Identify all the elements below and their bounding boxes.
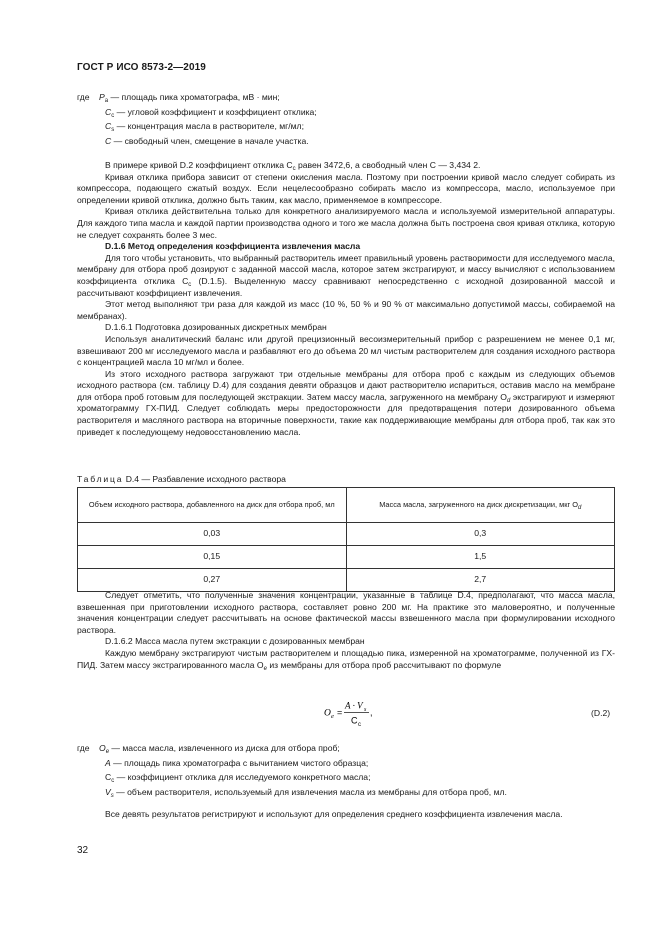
legend-item (77, 758, 615, 773)
text-block-3 (77, 809, 615, 821)
legend-where: где (77, 743, 90, 753)
formula-graphic (0, 698, 661, 732)
legend-definition: — угловой коэффициент и коэффициент отклика; (116, 106, 317, 117)
text-block-2 (77, 590, 615, 671)
legend-item (77, 107, 615, 122)
formula-lhs-sub: e (331, 713, 334, 720)
formula-numerator-sub: s (364, 707, 367, 713)
paragraph: Следует отметить, что полученные значения концентрации, указанные в таблице D.4, предполагают, что масса масла, взвешенная при приготовлении исходного раствора, составляет ровно 200 мг. На практике это маловероятно, и полученные значения концентрации следует рассчитывать на основе фактической массы взвешенного масла при формулировании исходного раствора. (77, 590, 615, 635)
legend-definition: — коэффициент отклика для исследуемого конкретного масла; (116, 772, 371, 782)
legend-symbol-sub: s (111, 127, 115, 133)
table-row (78, 523, 615, 546)
legend-symbol: C (105, 121, 112, 131)
table-cell-mass: 1,5 (346, 546, 615, 569)
legend-symbol: C (105, 772, 112, 782)
legend-symbol-sub: c (111, 778, 115, 784)
formula-denominator: C (351, 715, 358, 726)
running-header: ГОСТ Р ИСО 8573-2—2019 (77, 62, 206, 73)
legend-definition: — свободный член, смещение в начале участка. (113, 135, 309, 146)
table-row (78, 546, 615, 569)
table-cell-mass: 2,7 (346, 569, 615, 592)
paragraph: Используя аналитический баланс или другой прецизионный весоизмерительный прибор с разрешением не менее 0,1 мг, взвешивают 200 мг исследуемого масла и разбавляют его до объема 20 мл чистым растворителем для создания исходного раствора с концентрацией масла 10 мг/мл и более. (77, 333, 615, 368)
table-header-volume: Объем исходного раствора, добавленного на диск для отбора проб, мл (78, 488, 347, 523)
legend-symbol-sub: c (111, 112, 115, 119)
legend-symbol-sub: e (105, 749, 110, 755)
legend-definition: — объем растворителя, используемый для извлечения масла из мембраны для отбора проб, мл. (116, 786, 507, 797)
table-caption (77, 474, 286, 486)
formula-equals: = (337, 707, 343, 718)
subsection-heading: D.1.6.1 Подготовка дозированных дискретных мембран (105, 322, 327, 333)
subsection-heading: D.1.6.2 Масса масла путем экстракции с дозированных мембран (105, 636, 365, 647)
paragraph: Этот метод выполняют три раза для каждой из масс (10 %, 50 % и 90 % от максимально допустимой массы, собираемой на мембранах). (77, 299, 615, 321)
legend-where: где (77, 92, 90, 102)
legend-block-2 (77, 743, 615, 801)
legend-item (77, 92, 615, 107)
table-row (78, 569, 615, 592)
legend-item (77, 121, 615, 136)
paragraph: Все девять результатов регистрируют и используют для определения среднего коэффициента извлечения масла. (105, 809, 563, 819)
table-cell-volume: 0,03 (78, 523, 347, 546)
paragraph: В примере кривой D.2 коэффициент отклика $C_c$ равен 3472,6, а свободный член C — 3,434 2. (105, 160, 481, 172)
legend-item (77, 772, 615, 787)
legend-block-1 (77, 92, 615, 150)
table-header-row (78, 488, 615, 523)
legend-symbol: C (105, 106, 112, 117)
page-number: 32 (77, 845, 89, 856)
table-header-mass: Масса масла, загруженного на диск дискретизации, мкг $O_d$ (346, 488, 615, 523)
paragraph: Кривая отклика действительна только для конкретного анализируемого масла и используемой измерительной аппаратуры. Для каждого типа масла и каждой партии производства одного и того же масла должна быть построена своя кривая отклика, которую не следует сохранять более 3 мес. (77, 206, 615, 240)
legend-item (77, 743, 615, 758)
formula-end-comma: , (370, 707, 373, 718)
paragraph: Каждую мембрану экстрагируют чистым растворителем и площадью пика, измеренной на хроматограмме, полученной из ГХ-ПИД. Затем массу экстрагированного масла $O_e$ из мембраны для отбора проб рассчитывают по формуле (77, 647, 615, 672)
section-heading: D.1.6 Метод определения коэффициента извлечения масла (105, 241, 361, 252)
legend-definition: — концентрация масла в растворителе, мг/мл; (116, 121, 304, 131)
formula-lhs: O (324, 708, 331, 719)
legend-definition: — площадь пика хроматографа с вычитанием чистого образца; (113, 757, 369, 768)
legend-symbol: C (105, 135, 112, 146)
paragraph: Кривая отклика прибора зависит от степени окисления масла. Поэтому при построении кривой масло следует собирать из компрессора, подающего сжатый воздух. Если нецелесообразно собирать масло из компрессора, масло, используемое при определении кривой отклика, должно быть таким, как масло, применяемое в компрессоре. (77, 171, 615, 205)
table-caption-label: Таблица (77, 474, 124, 484)
table-caption-title: D.4 — Разбавление исходного раствора (125, 474, 286, 484)
legend-symbol-sub: a (104, 98, 109, 104)
formula-d2 (0, 698, 661, 732)
legend-symbol: V (105, 786, 111, 797)
legend-definition: — масса масла, извлеченного из диска для отбора проб; (111, 743, 340, 753)
text-block-1 (77, 160, 615, 438)
legend-item (77, 787, 615, 802)
formula-denominator-sub: c (358, 722, 361, 728)
paragraph: Из этого исходного раствора загружают три отдельные мембраны для отбора проб с каждым из следующих объемов исходного раствора (см. таблицу D.4) для создания девяти образцов и дают растворителю испариться, оставив масло на мембране для отбора проб готовым для последующей экстракции. Затем массу масла, загруженного на мембрану $O_d$ экстрагируют и измеряют хроматограмму ГХ-ПИД. Следует соблюдать меры предосторожности для предотвращения потери дозированного объема растворителя и масляного раствора на вторичные поверхности, такие как поддерживающие мембраны для отбора проб, так как это приведет к последующему недовосстановлению масла. (77, 368, 615, 437)
legend-symbol-sub: s (110, 792, 114, 799)
formula-number: (D.2) (591, 708, 611, 718)
formula-numerator: A · V (345, 700, 363, 711)
legend-symbol: P (99, 92, 105, 102)
table-cell-mass: 0,3 (346, 523, 615, 546)
dilution-table (77, 487, 615, 592)
table-cell-volume: 0,27 (78, 569, 347, 592)
legend-item (77, 136, 615, 151)
paragraph: Для того чтобы установить, что выбранный растворитель имеет правильный уровень растворимости для исследуемого масла, мембрану для отбора проб дозируют с заданной массой масла, которое затем экстрагируют, и массу вычисляют с использованием коэффициента отклика $C_c$ (D.1.5). Выделенную массу сравнивают непосредственно с исходной дозированной массой и рассчитывают коэффициент извлечения. (77, 252, 615, 298)
legend-symbol: A (105, 757, 111, 768)
legend-symbol: O (99, 743, 106, 753)
table-cell-volume: 0,15 (78, 546, 347, 569)
legend-definition: — площадь пика хроматографа, мВ · мин; (110, 92, 280, 102)
